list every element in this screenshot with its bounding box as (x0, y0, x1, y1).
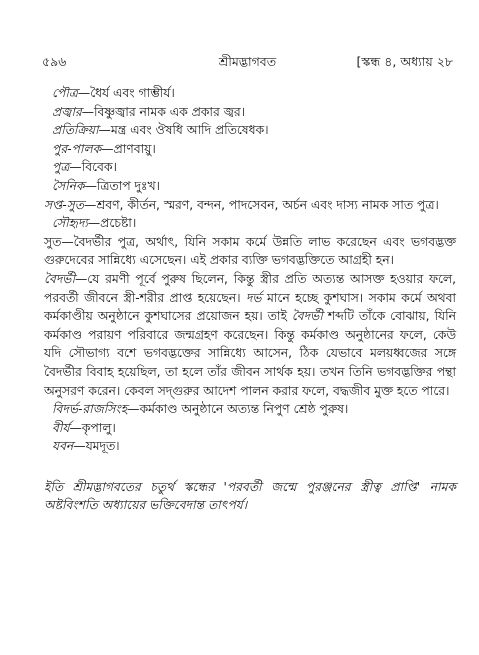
glossary-term: যবন (52, 439, 74, 454)
glossary-definition: কর্মকাণ্ড অনুষ্ঠানে অত্যন্ত নিপুণ শ্রেষ্ঠ পুরুষ। (139, 402, 349, 417)
glossary-term: বীর্য (52, 420, 70, 435)
darbha-word: দর্ভ (245, 290, 262, 305)
page-body (44, 84, 456, 515)
vaidarbhi-text-3: শব্দটি তাঁকে বোঝায়, যিনি কর্মকাণ্ড পরায়ণ পরিবারে জন্মগ্রহণ করেছেন। কিন্তু কর্মকাণ্ড অনুষ্ঠানের ফলে, কেউ যদি সৌভাগ্য বশে ভগবদ্ভক্তের সান্নিধ্যে আসেন, ঠিক যেভাবে মলয়ধ্বজের সঙ্গে বৈদর্ভীর বিবাহ হয়েছিল, তা হলে তাঁর জীবন সার্থক হয়। তখন তিনি ভগবদ্ভক্তির পন্থা অনুসরণ করেন। কেবল সদ্গুরুর আদেশ পালন করার ফলে, বদ্ধজীব মুক্ত হতে পারে। (44, 309, 456, 398)
suta-paragraph (44, 233, 456, 270)
section-spacer (44, 456, 456, 478)
colophon-text: ইতি শ্রীমদ্ভাগবতের চতুর্থ স্কন্ধের 'পরবর্তী জন্মে পুরঞ্জনের স্ত্রীত্ব প্রাপ্তি' নামক অষ্টবিংশতি অধ্যায়ের ভক্তিবেদান্ত তাৎপর্য। (44, 479, 456, 513)
glossary-term: বিদর্ভ-রাজসিংহ (52, 402, 128, 417)
glossary-entry: সৌহৃদ্য—প্রচেষ্টা। (52, 216, 137, 231)
suta-text: সুত—বৈদর্ভীর পুত্র, অর্থাৎ, যিনি সকাম কর্মে উন্নতি লাভ করেছেন এবং ভগবদ্ভক্ত গুরুদেবের সান্নিধ্যে এসেছেন। এই প্রকার ব্যক্তি ভগবদ্ভক্তিতে আগ্রহী হন। (44, 234, 456, 268)
glossary-definition: ত্রিতাপ দুঃখ। (96, 178, 160, 193)
glossary-definition: কৃপালু। (81, 420, 116, 435)
glossary-term: প্রজ্বার (52, 104, 82, 119)
vaidarbhi-text-2: মানে হচ্ছে কুশঘাস। সকাম কর্মে অথবা কর্মকাণ্ডীয় অনুষ্ঠানে কুশঘাসের প্রয়োজন হয়। তাই (44, 290, 456, 324)
page-header (42, 54, 453, 72)
glossary-entry: যবন—যমদূত। (52, 439, 120, 454)
glossary-entry: পৌত্র—ধৈর্য এবং গাম্ভীর্য। (52, 86, 175, 100)
glossary-term: সপ্ত-সুত (44, 197, 85, 212)
glossary-definition: ধৈর্য এবং গাম্ভীর্য। (90, 86, 175, 100)
book-title: শ্রীমদ্ভাগবত (218, 54, 277, 69)
glossary-definition: মন্ত্র এবং ঔষধি আদি প্রতিষেধক। (110, 123, 269, 138)
glossary-entry: পুর-পালক—প্রাণবায়ু। (52, 141, 156, 156)
glossary-term: সৈনিক (52, 178, 85, 193)
glossary-term: পুত্র (52, 160, 70, 175)
vaidarbhi-term: বৈদর্ভী (44, 271, 75, 286)
glossary-term: সৌহৃদ্য (52, 216, 88, 231)
glossary-term: পৌত্র (52, 86, 78, 100)
glossary-definition: বিষ্ণুজ্বার নামক এক প্রকার জ্বর। (94, 104, 245, 119)
chapter-colophon (44, 478, 456, 515)
glossary-definition: প্রচেষ্টা। (100, 216, 137, 231)
glossary-entry-sapta-suta: সপ্ত-সুত—শ্রবণ, কীর্তন, স্মরণ, বন্দন, পাদসেবন, অর্চন এবং দাস্য নামক সাত পুত্র। (44, 197, 439, 212)
glossary-entry: বিদর্ভ-রাজসিংহ—কর্মকাণ্ড অনুষ্ঠানে অত্যন্ত নিপুণ শ্রেষ্ঠ পুরুষ। (52, 402, 349, 417)
page-number: ৫৯৬ (42, 54, 67, 69)
glossary-entry: বীর্য—কৃপালু। (52, 420, 116, 435)
glossary-entry: প্রজ্বার—বিষ্ণুজ্বার নামক এক প্রকার জ্বর। (52, 104, 245, 119)
glossary-entry: পুত্র—বিবেক। (52, 160, 117, 175)
glossary-definition: প্রাণবায়ু। (113, 141, 156, 156)
glossary-definition: বিবেক। (81, 160, 117, 175)
vaidarbhi-word: বৈদর্ভী (291, 309, 323, 324)
glossary-definition: যমদূত। (85, 439, 120, 454)
glossary-term: পুর-পালক (52, 141, 102, 156)
vaidarbhi-text-1: —যে রমণী পূর্বে পুরুষ ছিলেন, কিন্তু স্ত্রীর প্রতি অত্যন্ত আসক্ত হওয়ার ফলে, পরবর্তী জীবনে স্ত্রী-শরীর প্রাপ্ত হয়েছেন। (44, 271, 456, 305)
glossary-entry: সৈনিক—ত্রিতাপ দুঃখ। (52, 178, 160, 193)
vaidarbhi-paragraph (44, 270, 456, 400)
glossary-entry: প্রতিক্রিয়া—মন্ত্র এবং ঔষধি আদি প্রতিষেধক। (52, 123, 269, 138)
glossary-definition: শ্রবণ, কীর্তন, স্মরণ, বন্দন, পাদসেবন, অর্চন এবং দাস্য নামক সাত পুত্র। (96, 197, 439, 212)
glossary-term: প্রতিক্রিয়া (52, 123, 99, 138)
chapter-reference: [স্কন্ধ ৪, অধ্যায় ২৮ (356, 54, 453, 69)
